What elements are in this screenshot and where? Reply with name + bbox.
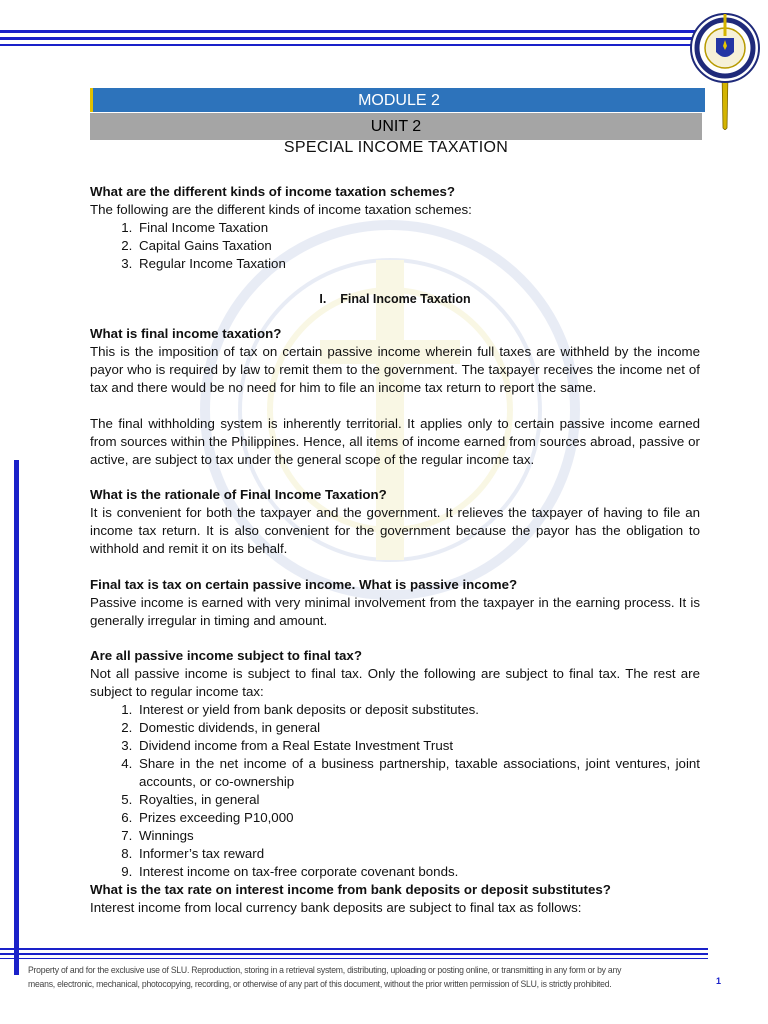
final-tax-items-list xyxy=(90,701,700,881)
document-body xyxy=(90,183,700,917)
list-item: 3. Regular Income Taxation xyxy=(136,255,700,273)
question-tax-rate: What is the tax rate on interest income from bank deposits or deposit substitutes? xyxy=(90,882,611,897)
header-rule-bottom xyxy=(0,44,700,46)
list-item: 9. Interest income on tax-free corporate covenant bonds. xyxy=(136,863,700,881)
header-rule-top xyxy=(0,30,720,33)
paragraph: Interest income from local currency bank deposits are subject to final tax as follows: xyxy=(90,900,582,915)
question-rationale: What is the rationale of Final Income Taxation? xyxy=(90,487,387,502)
list-item: 3. Dividend income from a Real Estate Investment Trust xyxy=(136,737,700,755)
list-item: 8. Informer’s tax reward xyxy=(136,845,700,863)
section-numeral: I. xyxy=(319,292,327,306)
list-item: 1. Final Income Taxation xyxy=(136,219,700,237)
header-rule-mid xyxy=(0,37,712,40)
unit-banner: UNIT 2 xyxy=(90,113,702,140)
question-passive-income: Final tax is tax on certain passive income. What is passive income? xyxy=(90,576,518,592)
page-number: 1 xyxy=(716,976,722,986)
module-banner: MODULE 2 xyxy=(90,88,705,112)
schemes-list xyxy=(90,219,700,273)
section-title: Final Income Taxation xyxy=(340,292,471,306)
copyright-line: Property of and for the exclusive use of SLU. Reproduction, storing in a retrieval system, distributing, uploading or posting online, or transmitting in any form or by any xyxy=(28,965,622,975)
question-final-tax-subject: Are all passive income subject to final tax? xyxy=(90,648,362,663)
list-item: 1. Interest or yield from bank deposits or deposit substitutes. xyxy=(136,701,700,719)
copyright-line: means, electronic, mechanical, photocopying, recording, or otherwise of any part of this document, without the prior written permission of SLU, is strictly prohibited. xyxy=(28,979,612,989)
list-item: 2. Capital Gains Taxation xyxy=(136,237,700,255)
left-accent-bar xyxy=(14,460,19,975)
paragraph: It is convenient for both the taxpayer and the government. It relieves the taxpayer of having to file an income tax return. It is also convenient for the government because the payor has the obligation to withhold and remit it on its behalf. xyxy=(90,505,700,556)
paragraph: The final withholding system is inherently territorial. It applies only to certain passive income earned from sources within the Philippines. Hence, all items of income earned from sources abroad, passive or active, are subject to tax under the general scope of the regular income tax. xyxy=(90,415,700,467)
question-final-taxation: What is final income taxation? xyxy=(90,326,282,341)
page-title: SPECIAL INCOME TAXATION xyxy=(283,139,509,156)
schemes-question: What are the different kinds of income taxation schemes? xyxy=(90,184,456,199)
footer-rule-top xyxy=(0,948,708,950)
paragraph: Not all passive income is subject to final tax. Only the following are subject to final tax. The rest are subject to regular income tax: xyxy=(90,666,700,699)
list-item: 5. Royalties, in general xyxy=(136,791,700,809)
footer-rule-bottom xyxy=(0,958,708,959)
list-item: 4. Share in the net income of a business partnership, taxable associations, joint ventures, joint accounts, or co-ownership xyxy=(136,755,700,791)
paragraph: This is the imposition of tax on certain passive income wherein full taxes are withheld by the income payor who is required by law to remit them to the government. The taxpayer receives the income net of tax and there would be no need for him to file an income tax return to report the same. xyxy=(90,344,700,395)
copyright-notice xyxy=(28,963,660,991)
list-item: 6. Prizes exceeding P10,000 xyxy=(136,809,700,827)
list-item: 2. Domestic dividends, in general xyxy=(136,719,700,737)
schemes-lead: The following are the different kinds of income taxation schemes: xyxy=(90,202,472,217)
footer-rule-mid xyxy=(0,953,708,955)
list-item: 7. Winnings xyxy=(136,827,700,845)
paragraph: Passive income is earned with very minimal involvement from the taxpayer in the earning process. It is generally irregular in timing and amount. xyxy=(90,594,700,628)
section-heading xyxy=(90,290,700,308)
